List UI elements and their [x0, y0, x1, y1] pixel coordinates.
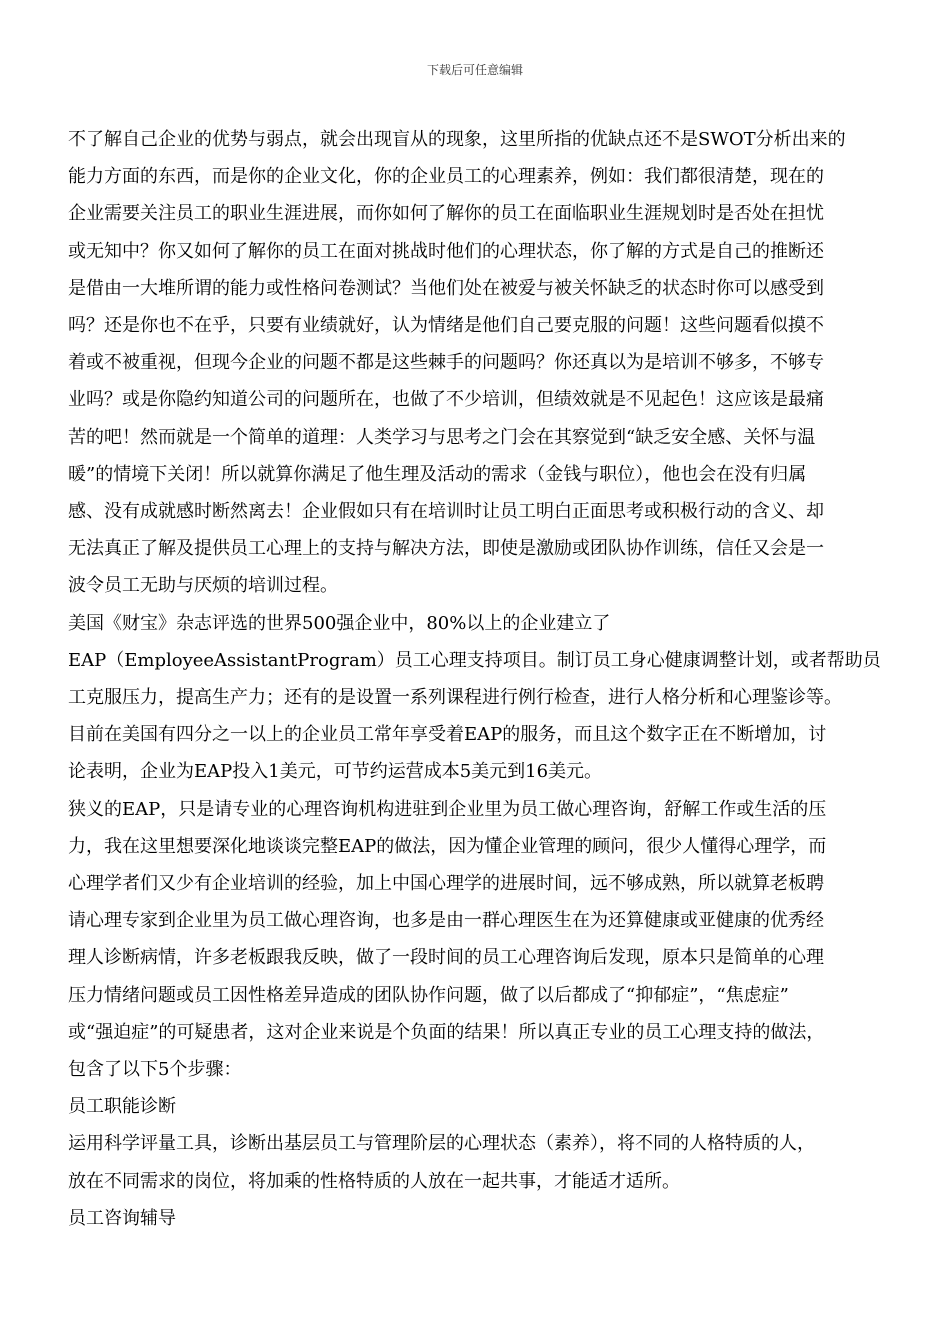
text-line: 企业需要关注员工的职业生涯进展，而你如何了解你的员工在面临职业生涯规划时是否处在担忧 — [68, 203, 824, 225]
text-line: 请心理专家到企业里为员工做心理咨询，也多是由一群心理医生在为还算健康或亚健康的优秀经 — [68, 910, 824, 932]
text-line: EAP（EmployeeAssistantProgram）员工心理支持项目。制订员工身心健康调整计划，或者帮助员 — [68, 649, 881, 671]
text-line: 美国《财宝》杂志评选的世界500强企业中，80%以上的企业建立了 — [68, 612, 611, 634]
paragraph-narrow-eap — [68, 791, 883, 1089]
text-line: 工克服压力，提高生产力；还有的是设置一系列课程进行例行检查，进行人格分析和心理鉴诊等。 — [68, 687, 842, 709]
text-line: 运用科学评量工具，诊断出基层员工与管理阶层的心理状态（素养），将不同的人格特质的人， — [68, 1133, 815, 1155]
text-line: 或无知中？你又如何了解你的员工在面对挑战时他们的心理状态，你了解的方式是自己的推断还 — [68, 240, 824, 262]
text-line: 理人诊断病情，许多老板跟我反映，做了一段时间的员工心理咨询后发现，原本只是简单的心理 — [68, 947, 824, 969]
text-line: 不了解自己企业的优势与弱点，就会出现盲从的现象，这里所指的优缺点还不是SWOT分析出来的 — [68, 129, 846, 150]
text-line: 感、没有成就感时断然离去！企业假如只有在培训时让员工明白正面思考或积极行动的含义、却 — [68, 501, 824, 523]
text-line: 是借由一大堆所谓的能力或性格问卷测试？当他们处在被爱与被关怀缺乏的状态时你可以感受到 — [68, 277, 824, 299]
text-line: 论表明，企业为EAP投入1美元，可节约运营成本5美元到16美元。 — [68, 761, 603, 783]
paragraph-fortune-500-eap — [68, 605, 883, 791]
text-line: 员工咨询辅导 — [68, 1207, 176, 1229]
text-line: 业吗？或是你隐约知道公司的问题所在，也做了不少培训，但绩效就是不见起色！这应该是最痛 — [68, 389, 824, 411]
text-line: 包含了以下5个步骤： — [68, 1059, 242, 1081]
document-body — [68, 121, 883, 1237]
section-heading-counseling — [68, 1200, 883, 1237]
text-line: 或“强迫症”的可疑患者，这对企业来说是个负面的结果！所以真正专业的员工心理支持的做法， — [68, 1021, 825, 1043]
paragraph-function-diagnosis — [68, 1125, 883, 1199]
text-line: 目前在美国有四分之一以上的企业员工常年享受着EAP的服务，而且这个数字正在不断增加，讨 — [68, 724, 827, 746]
paragraph-self-knowledge — [68, 121, 883, 605]
text-line: 着或不被重视，但现今企业的问题不都是这些棘手的问题吗？你还真以为是培训不够多，不够专 — [68, 352, 824, 374]
text-line: 能力方面的东西，而是你的企业文化，你的企业员工的心理素养，例如：我们都很清楚，现在的 — [68, 166, 824, 188]
text-line: 狭义的EAP，只是请专业的心理咨询机构进驻到企业里为员工做心理咨询，舒解工作或生活的压 — [68, 798, 827, 820]
text-line: 苦的吧！然而就是一个简单的道理：人类学习与思考之门会在其察觉到“缺乏安全感、关怀与温 — [68, 426, 816, 448]
section-heading-function-diagnosis — [68, 1088, 883, 1125]
text-line: 心理学者们又少有企业培训的经验，加上中国心理学的进展时间，远不够成熟，所以就算老板聘 — [68, 873, 824, 895]
page-header-note: 下载后可任意编辑 — [426, 63, 523, 77]
text-line: 无法真正了解及提供员工心理上的支持与解决方法，即使是激励或团队协作训练，信任又会是一 — [68, 538, 824, 560]
text-line: 暖”的情境下关闭！所以就算你满足了他生理及活动的需求（金钱与职位），他也会在没有归属 — [68, 463, 807, 485]
text-line: 力，我在这里想要深化地谈谈完整EAP的做法，因为懂企业管理的顾问，很少人懂得心理学，而 — [68, 835, 827, 857]
text-line: 员工职能诊断 — [68, 1096, 176, 1118]
text-line: 吗？还是你也不在乎，只要有业绩就好，认为情绪是他们自己要克服的问题！这些问题看似摸不 — [68, 315, 824, 337]
text-line: 波令员工无助与厌烦的培训过程。 — [68, 575, 338, 597]
text-line: 压力情绪问题或员工因性格差异造成的团队协作问题，做了以后都成了“抑郁症”，“焦虑症” — [68, 984, 789, 1006]
text-line: 放在不同需求的岗位，将加乘的性格特质的人放在一起共事，才能适才适所。 — [68, 1170, 680, 1192]
